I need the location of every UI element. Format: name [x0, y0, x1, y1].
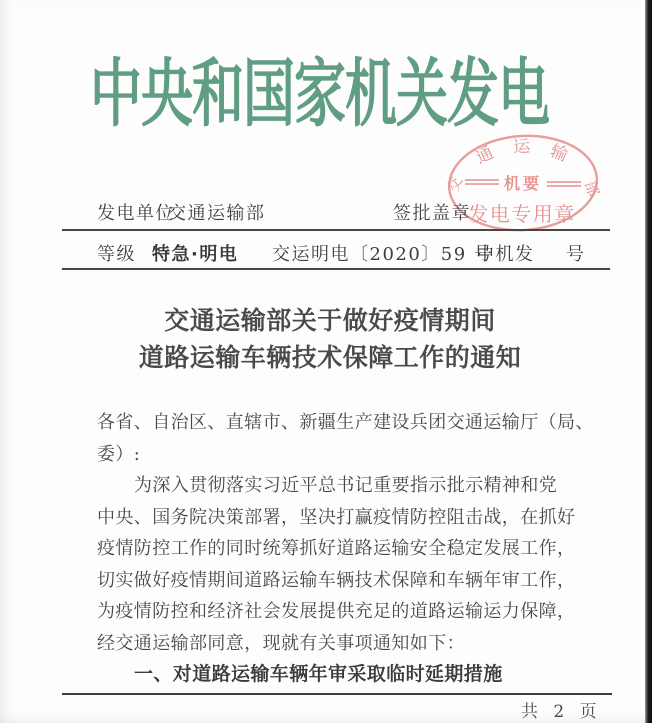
form-approval-label: 签批盖章 — [393, 203, 471, 224]
seal-arc-char: 交 — [444, 174, 466, 195]
recipient-line: 委）: — [97, 443, 141, 465]
footer-divider — [62, 693, 612, 695]
seal-arc-char: 部 — [580, 178, 603, 199]
document-body — [97, 407, 597, 691]
official-seal — [435, 127, 613, 245]
page-count: 共 2 页 — [521, 702, 602, 722]
document-title — [0, 302, 652, 376]
recipient-line: 各省、自治区、直辖市、新疆生产建设兵团交通运输厅（局、 — [97, 412, 594, 433]
body-line: 为深入贯彻落实习近平总书记重要指示批示精神和党 — [134, 475, 558, 496]
body-line: 疫情防控工作的同时统筹抓好道路运输安全稳定发展工作， — [97, 538, 576, 559]
form-issuer-label: 发电单位 — [97, 203, 175, 224]
document-title-line: 道路运输车辆技术保障工作的通知 — [138, 343, 522, 372]
divider-line-2 — [62, 268, 610, 270]
form-doc-number: 交运明电〔2020〕59 号 — [272, 244, 494, 265]
seal-arc-char: 通 — [472, 142, 497, 169]
form-ref-prefix: 中机发 — [476, 244, 535, 265]
body-line: 经交通运输部同意，现就有关事项通知如下： — [97, 632, 465, 654]
page-right-edge — [645, 0, 652, 723]
document-title-line: 交通运输部关于做好疫情期间 — [164, 306, 496, 335]
seal-band-text: 机要 — [503, 174, 543, 193]
body-line: 中央、国务院决策部署，坚决打赢疫情防控阻击战，在抓好 — [97, 506, 576, 528]
divider-line-1 — [62, 229, 610, 231]
form-issuer-value: 交通运输部 — [168, 203, 266, 224]
form-level-value: 特急·明电 — [152, 244, 239, 265]
section-heading: 一、对道路运输车辆年审采取临时延期措施 — [134, 663, 503, 685]
seal-arc-char: 运 — [512, 136, 531, 158]
form-ref-suffix: 号 — [566, 244, 586, 265]
seal-bottom-text: 发电专用章 — [468, 202, 576, 226]
form-level-label: 等级 — [97, 244, 136, 265]
body-line: 为疫情防控和经济社会发展提供充足的道路运输运力保障， — [97, 601, 576, 622]
body-line: 切实做好疫情期间道路运输车辆技术保障和车辆年审工作， — [97, 569, 576, 591]
seal-arc-char: 输 — [547, 140, 571, 166]
document-type-title: 中央和国家机关发电 — [90, 51, 550, 138]
